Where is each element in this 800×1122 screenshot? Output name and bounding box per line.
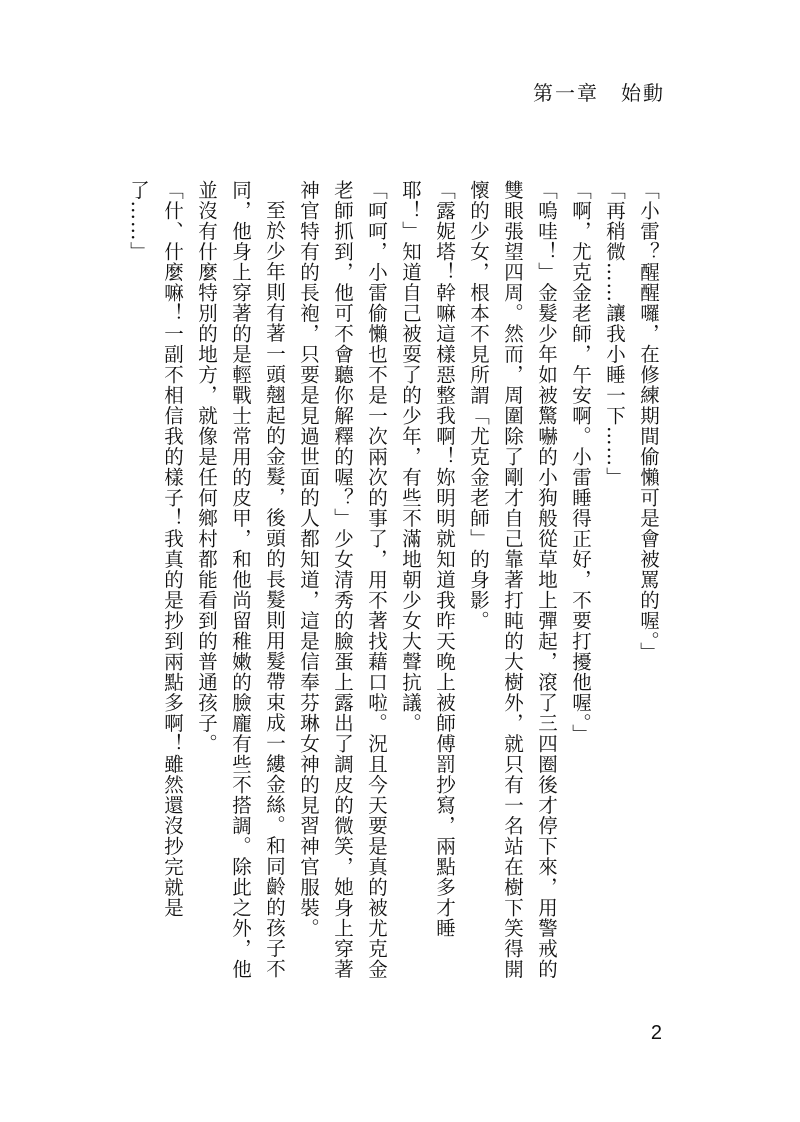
page-number: 2 xyxy=(650,1022,662,1044)
paragraph-3: 「啊，尤克金老師，午安啊。小雷睡得正好，不要打擾他喔。」 xyxy=(569,180,592,745)
paragraph-5: 「露妮塔！幹嘛這樣惡整我啊！妳明明就知道我昨天晚上被師傅罰抄寫，兩點多才睡耶！」知道自己被耍了的少年，有些不滿地朝少女大聲抗議。 xyxy=(399,180,456,939)
paragraph-8: 「什、什麼嘛！一副不相信我的樣子！我真的是抄到兩點多啊！雖然還沒抄完就是了……」 xyxy=(127,180,184,918)
chapter-title: 始動 xyxy=(621,81,665,105)
running-header xyxy=(533,77,665,106)
paragraph-6: 「呵呵，小雷偷懶也不是一次兩次的事了，用不著找藉口啦。況且今天要是真的被尤克金老師抓到，他可不會聽你解釋的喔？」少女清秀的臉蛋上露出了調皮的微笑，她身上穿著神官特有的長袍，只要是見過世面的人都知道，這是信奉芬琳女神的見習神官服裝。 xyxy=(297,180,388,980)
paragraph-4: 「嗚哇！」金髮少年如被驚嚇的小狗般從草地上彈起，滾了三四圈後才停下來，用警戒的雙眼張望四周。然而，周圍除了剛才自己靠著打盹的大樹外，就只有一名站在樹下笑得開懷的少女，根本不見所謂「尤克金老師」的身影。 xyxy=(467,180,558,980)
chapter-label: 第一章 xyxy=(533,81,599,105)
paragraph-7: 至於少年則有著一頭翹起的金髮，後頭的長髮則用髮帶束成一縷金絲。和同齡的孩子不同，他身上穿著的是輕戰士常用的皮甲，和他尚留稚嫩的臉龐有些不搭調。除此之外，他並沒有什麼特別的地方，就像是任何鄉村都能看到的普通孩子。 xyxy=(195,180,286,980)
vertical-text-body xyxy=(127,180,665,980)
paragraph-1: 「小雷？醒醒囉，在修練期間偷懶可是會被罵的喔。」 xyxy=(637,180,660,663)
paragraph-2: 「再稍微……讓我小睡一下……」 xyxy=(603,180,626,488)
